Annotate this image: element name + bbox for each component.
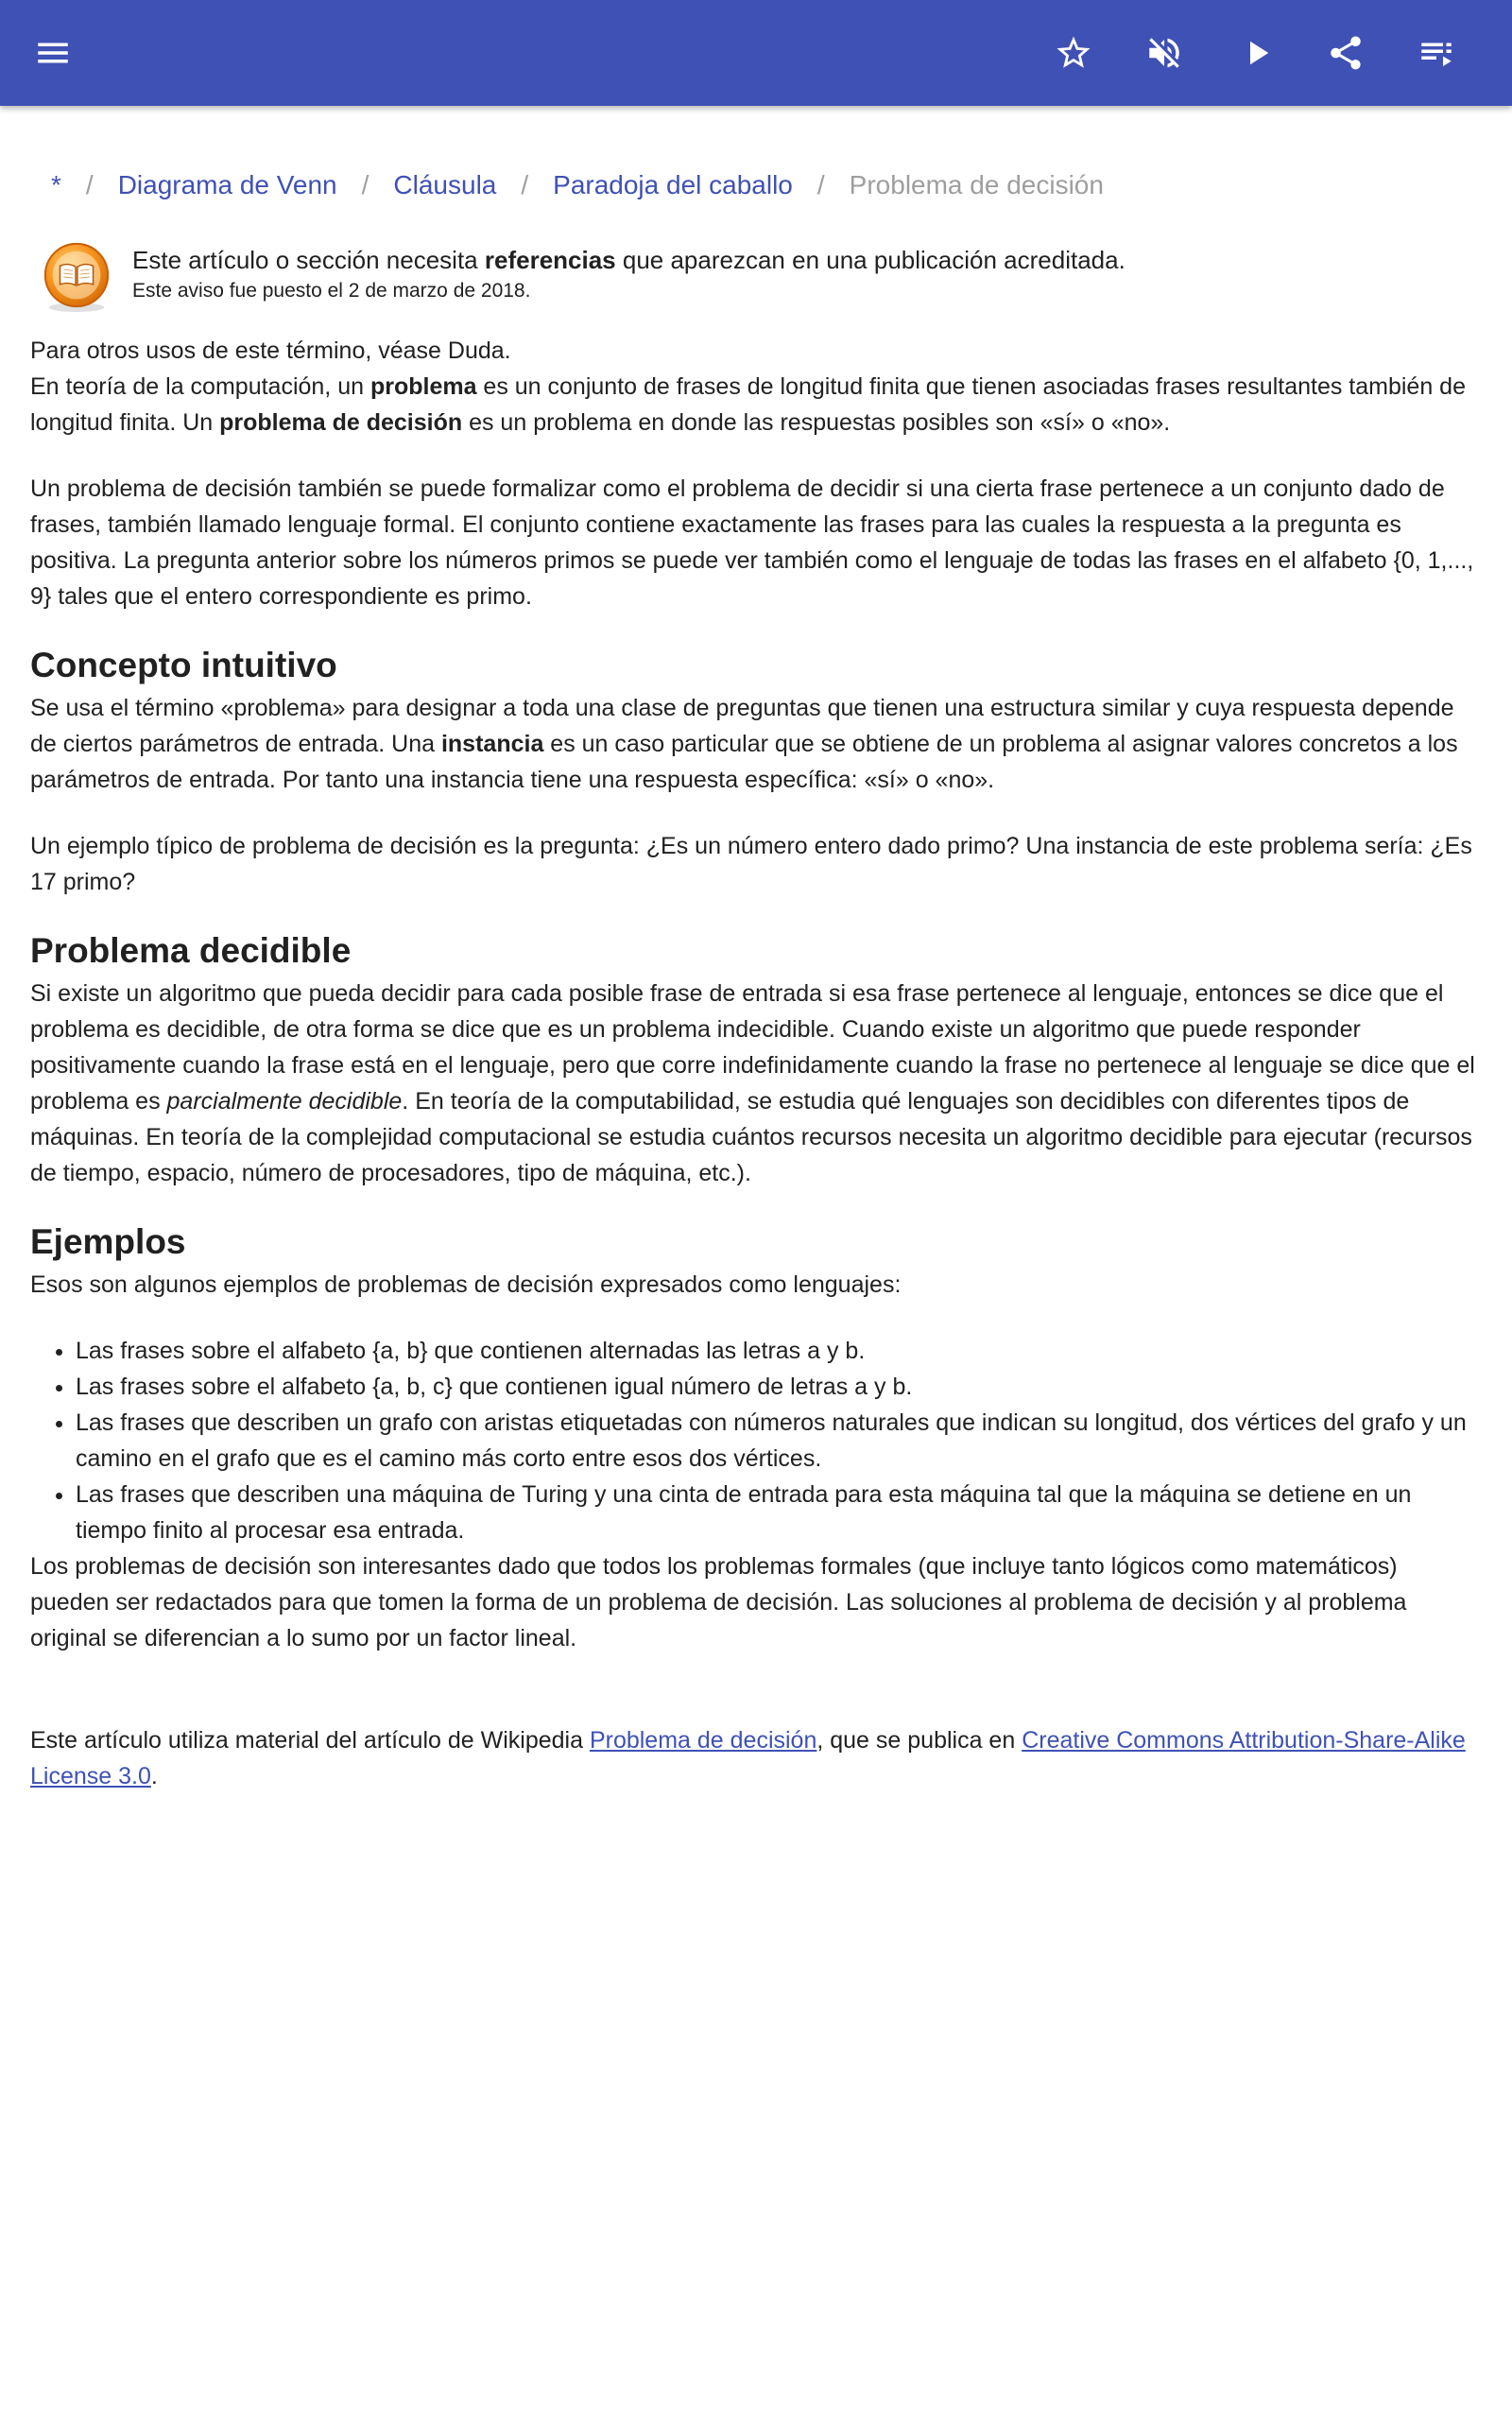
play-button[interactable] [1230,26,1283,79]
concepto-paragraph-1: Se usa el término «problema» para designar a toda una clase de preguntas que tienen una estructura similar y cuya respuesta depende de ciertos parámetros de entrada. Una instancia es un caso particular que se obtiene de un problema al asignar valores concretos a los parámetros de entrada. Por tanto una instancia tiene una respuesta específica: «sí» o «no». [30,695,1458,793]
list-item: • Las frases sobre el alfabeto {a, b, c} que contienen igual número de letras a y b. [76,1369,1482,1405]
menu-icon [33,33,73,73]
playlist-button[interactable] [1410,26,1463,79]
list-item: • Las frases que describen una máquina de Turing y una cinta de entrada para esta máquina tal que la máquina se detiene en un tiempo finito al procesar esa entrada. [76,1477,1482,1548]
wikipedia-source-link[interactable]: Problema de decisión [589,1727,817,1754]
mute-button[interactable] [1138,26,1191,79]
breadcrumb-item-diagrama-de-venn[interactable]: Diagrama de Venn [117,170,337,199]
share-button[interactable] [1319,26,1372,79]
list-item: • Las frases sobre el alfabeto {a, b} que contienen alternadas las letras a y b. [76,1333,1482,1369]
breadcrumb [30,168,1482,202]
concepto-paragraph-2: Un ejemplo típico de problema de decisión es la pregunta: ¿Es un número entero dado primo? Una instancia de este problema sería: ¿Es 17 primo? [30,833,1472,895]
references-notice [30,240,1482,323]
heading-ejemplos: Ejemplos [30,1222,186,1261]
license-link[interactable]: Creative Commons Attribution-Share-Alike License 3.0 [30,1727,1466,1789]
ejemplos-outro: Los problemas de decisión son interesantes dado que todos los problemas formales (que incluye tanto lógicos como matemáticos) pueden ser redactados para que tomen la forma de un problema de decisión. Las soluciones al problema de decisión y al problema original se diferencian a lo sumo por un factor lineal. [30,1553,1407,1651]
volume-off-icon [1144,33,1184,73]
formal-paragraph: Un problema de decisión también se puede formalizar como el problema de decidir si una cierta frase pertenece a un conjunto dado de frases, también llamado lenguaje formal. El conjunto contiene exactamente las frases para las cuales la respuesta a la pregunta es positiva. La pregunta anterior sobre los números primos se puede ver también como el lenguaje de todas las frases en el alfabeto {0, 1,..., 9} tales que el entero correspondiente es primo. [30,475,1474,610]
notice-message: Este artículo o sección necesita referencias que aparezcan en una publicación acreditada. [132,246,1125,274]
disambiguation-note: Para otros usos de este término, véase Duda. [30,337,511,364]
book-icon [40,240,113,314]
article-content [30,106,1482,1794]
playlist-icon [1417,33,1456,73]
breadcrumb-item-paradoja-del-caballo[interactable]: Paradoja del caballo [553,170,793,199]
notice-date: Este aviso fue puesto el 2 de marzo de 2018. [132,280,531,302]
breadcrumb-separator: / [85,170,94,199]
list-item: • Las frases que describen un grafo con aristas etiquetadas con números naturales que indican su longitud, dos vértices del grafo y un camino en el grafo que es el camino más corto entre esos dos vértices. [76,1405,1482,1477]
favorite-button[interactable] [1047,26,1100,79]
ejemplos-intro: Esos son algunos ejemplos de problemas de decisión expresados como lenguajes: [30,1271,902,1298]
breadcrumb-item-home[interactable]: * [51,170,61,199]
heading-concepto-intuitivo: Concepto intuitivo [30,646,337,684]
breadcrumb-current: Problema de decisión [849,170,1104,199]
heading-problema-decidible: Problema decidible [30,931,352,970]
app-bar [0,0,1512,106]
breadcrumb-separator: / [521,170,529,199]
breadcrumb-separator: / [361,170,369,199]
ejemplos-list [30,1333,1482,1548]
play-icon [1237,33,1277,73]
intro-paragraph: En teoría de la computación, un problema es un conjunto de frases de longitud finita que tienen asociadas frases resultantes también de longitud finita. Un problema de decisión es un problema en donde las respuestas posibles son «sí» o «no». [30,373,1466,436]
decidible-paragraph: Si existe un algoritmo que pueda decidir para cada posible frase de entrada si esa frase pertenece al lenguaje, entonces se dice que el problema es decidible, de otra forma se dice que es un problema indecidible. Cuando existe un algoritmo que puede responder positivamente cuando la frase está en el lenguaje, pero que corre indefinidamente cuando la frase no pertenece al lenguaje se dice que el problema es parcialmente decidible. En teoría de la computabilidad, se estudia qué lenguajes son decidibles con diferentes tipos de máquinas. En teoría de la complejidad computacional se estudia cuántos recursos necesita un algoritmo decidible para ejecutar (recursos de tiempo, espacio, número de procesadores, tipo de máquina, etc.). [30,980,1475,1186]
notice-bold-term: referencias [484,246,616,274]
share-icon [1326,33,1366,73]
attribution-note: Este artículo utiliza material del artículo de Wikipedia Problema de decisión, que se publica en Creative Commons Attribution-Share-Alike License 3.0. [30,1727,1466,1789]
star-outline-icon [1054,33,1093,73]
breadcrumb-separator: / [816,170,825,199]
breadcrumb-item-clausula[interactable]: Cláusula [393,170,497,199]
menu-button[interactable] [26,26,79,79]
